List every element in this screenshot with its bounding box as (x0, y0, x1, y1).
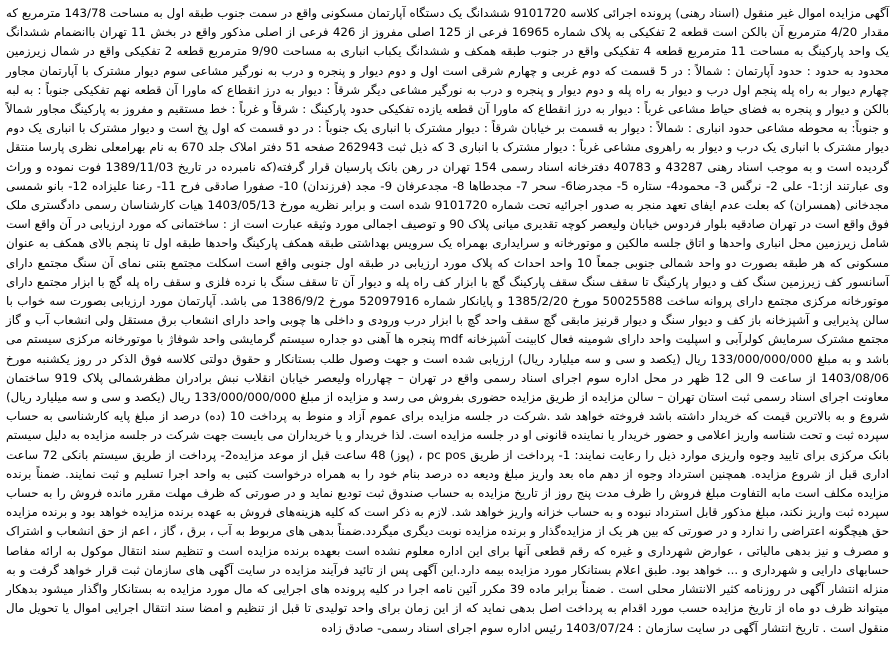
auction-notice-text: آگهی مزایده اموال غیر منقول (اسناد رهنی) پرونده اجرائی کلاسه 9101720 ششدانگ یک دستگاه آپارتمان مسکونی واقع در سمت جنوب طبقه اول به مساحت 143/78 مترمربع که مقدار 4/20 مترمربع آن بالکن است قطعه 2 تفکیکی به پلاک شماره 16965 فرعی از 125 اصلی مفروز از 426 فرعی از اصلی مذکور واقع در بخش 11 تهران باانضمام ششدانگ یک واحد پارکینگ به مساحت 11 مترمربع قطعه 4 تفکیکی واقع در جنوب طبقه همکف و ششدانگ یکباب انباری به مساحت 9/90 مترمربع قطعه 2 تفکیکی واقع در شمال زیرزمین محدود به حدود : حدود آپارتمان : شمالاً : در 5 قسمت که دوم غربی و چهارم شرقی است اول و دوم دیوار و پنجره و درب به نورگیر مشاعی سوم دیوار مشترک با آپارتمان مجاور چهارم دیوار به راه پله پنجم اول درب و دیوار به راه پله و دوم دیوار و پنجره و درب به نورگیر مشاعی دیگر شرقاً : دیوار به درز انقطاع که ماورا آن قطعه نهم تفکیکی جنوباً : به لبه بالکن و دیوار و پنجره به فضای حیاط مشاعی غرباً : دیوار به درز انقطاع که ماورا آن قطعه یازده تفکیکی حدود پارکینگ : شرقاً و غرباً : خط مستقیم و مفروز به پارکینگ مجاور شمالاً و جنوباً: به محوطه مشاعی حدود انباری : شمالاً : دیوار به قسمت بر خیابان شرقاً : دیوار مشترک با انباری یک جنوباً : در دو قسمت که اول پخ است و دیوار مشترک با انباری یک دوم دیوار مشترک با انباری یک درب و دیوار به راهروی مشاعی غرباً : دیوار مشترک با انباری 3 که ذیل ثبت 262943 صفحه 51 دفتر املاک جلد 670 به نام بهرامعلی نظری پارسا منتقل گردیده است و به موجب اسناد رهنی 43287 و 40783 دفترخانه اسناد رسمی 154 تهران در رهن بانک پارسیان قرار گرفته(که نامبرده در تاریخ 1389/11/03 فوت نموده و وراث وی عبارتند از:1- علی 2- نرگس 3- محمود4- ستاره 5- مجدرضا6- سحر 7- مجدطاها 8- مجدعرفان 9- مجد (فرزندان) 10- صفورا صادقی فرح 11- رعنا علیزاده 12- بانو شمسی مجدخانی (همسران) که بعلت عدم ایفای تعهد منجر به صدور اجرائیه تحت شماره 9101720 شده است و برابر نظریه مورخ 1403/05/13 هیات کارشناسان رسمی دادگستری ملک فوق واقع است در تهران صادقیه بلوار فردوس خیابان ولیعصر کوچه تقدیری میانی پلاک 90 و توصیف اجمالی مورد وثیقه عبارت است از : ساختمانی که مورد ارزیابی در آن واقع است شامل زیرزمین محل انباری واحدها و اتاق جلسه مالکین و موتورخانه و سرایداری بهمراه یک سرویس بهداشتی طبقه همکف پارکینگ واحدها طبقه اول تا پنجم بالای همکف به عنوان مسکونی که هر طبقه بصورت دو واحد شمالی جنوبی جمعاً 10 واحد احداث که پلاک مورد ارزیابی در طبقه اول جنوبی واقع است اسکلت مجتمع بتنی نمای آن سنگ مجتمع دارای آسانسور کف زیرزمین سنگ کف و دیوار پارکینگ تا سقف سنگ سقف پارکینگ گچ با ابزار کف راه پله و دیوار آن تا سقف سنگ با نرده فلزی و سقف راه پله گچ با ابزار مجتمع دارای موتورخانه مرکزی مجتمع دارای پروانه ساخت 50025588 مورخ 1385/2/20 و پایانکار شماره 52097916 مورخ 1386/9/2 می باشد. آپارتمان مورد ارزیابی بصورت سه خواب با سالن پذیرایی و آشپزخانه باز کف و دیوار سنگ و دیوار قرنیز مابقی گچ سقف واحد گچ با ابزار درب ورودی و داخلی ها چوبی واحد دارای انشعاب برق مستقل ولی انشعاب آب و گاز مجتمع مشترک سرمایش کولرآبی و اسپلیت واحد دارای شومینه فعال کابینت آشپزخانه mdf پنجره ها آهنی دو جداره سیستم گرمایشی واحد شوفاژ با موتورخانه مرکزی سیستم می باشد و به مبلغ 133/000/000/000 ریال (یکصد و سی و سه میلیارد ریال) ارزیابی شده است و جهت وصول طلب بستانکار و حقوق دولتی کلاسه فوق الذکر در روز یکشنبه مورخ 1403/08/06 از ساعت 9 الی 12 ظهر در محل اداره سوم اجرای اسناد رسمی واقع در تهران – چهارراه ولیعصر خیابان انقلاب نبش برادران مظفرشمالی پلاک 919 ساختمان معاونت اجرای اسناد رسمی ثبت استان تهران – سالن مزایده از طریق مزایده حضوری بفروش می رسد و مزایده از مبلغ 133/000/000/000 ریال (یکصد و سی و سه میلیارد ریال) شروع و به بالاترین قیمت که خریدار داشته باشد فروخته خواهد شد .شرکت در جلسه مزایده برای عموم آزاد و منوط به پرداخت 10 (ده) درصد از مبلغ پایه کارشناسی به حساب سپرده ثبت و تحت شناسه واریز اعلامی و حضور خریدار یا نماینده قانونی او در جلسه مزایده است. لذا خریدار و یا خریداران می بایست جهت شرکت در جلسه مزایده به دلیل سیستم بانک مرکزی برای تایید وجوه واریزی موارد ذیل را رعایت نمایند: 1- پرداخت از طریق pc pos ، (پوز) 48 ساعت قبل از موعد مزایده2- پرداخت از طریق سیستم بانکی 72 ساعت اداری قبل از شروع مزایده. همچنین استرداد وجوه از دهم ماه بعد واریز مبلغ ودیعه ده درصد بنام خود را به همراه درخواست کتبی به واحد اجرا تسلیم و ثبت نمایند. ضمناً برنده مزایده مکلف است مابه التفاوت مبلغ فروش را ظرف مدت پنج روز از تاریخ مزایده به حساب صندوق ثبت تودیع نماید و در صورتی که ظرف مهلت مقرر مانده فروش را به حساب سپرده ثبت واریز نکند، مبلغ مذکور قابل استرداد نبوده و به حساب خزانه واریز خواهد شد. لازم به ذکر است که کلیه هزینه‌های فروش به عهده برنده مزایده خواهد بود و برنده مزایده حق هیچگونه اعتراضی را ندارد و در صورتی که بین هر یک از مزایده‌گذار و برنده مزایده نوبت دیگری میگردد.ضمناً بدهی های مربوط به آب ، برق ، گاز ، اعم از حق انشعاب و اشتراک و مصرف و نیز بدهی مالیاتی ، عوارض شهرداری و غیره که رقم قطعی آنها برای این اداره معلوم نشده است بعهده برنده مزایده است و تنظیم سند انتقال موکول به ارائه مفاصا حسابهای دارایی و شهرداری و ... خواهد بود. طبق اعلام بستانکار مورد مزایده بیمه دارد.این آگهی پس از تائید فرآیند مزایده در سایت آگهی های سازمان ثبت قرار خواهد گرفت و به منزله انتشار آگهی در روزنامه کثیر الانتشار محلی است . ضمناً برابر ماده 39 مکرر آئین نامه اجرا در کلیه پرونده های اجرایی که مال مورد مزایده به بستانکار واگذار میشود بدهکار میتواند ظرف دو ماه از تاریخ مزایده حسب مورد اقدام به پرداخت اصل بدهی نماید که از این زمان برای واحد تولیدی تا قبل از تنظیم و امضا سند انتقال اجرایی اموال یا تحویل مال منقول است . تاریخ انتشار آگهی در سایت سازمان : 1403/07/24 رئیس اداره سوم اجرای اسناد رسمی- صادق زاده (6, 6, 890, 635)
